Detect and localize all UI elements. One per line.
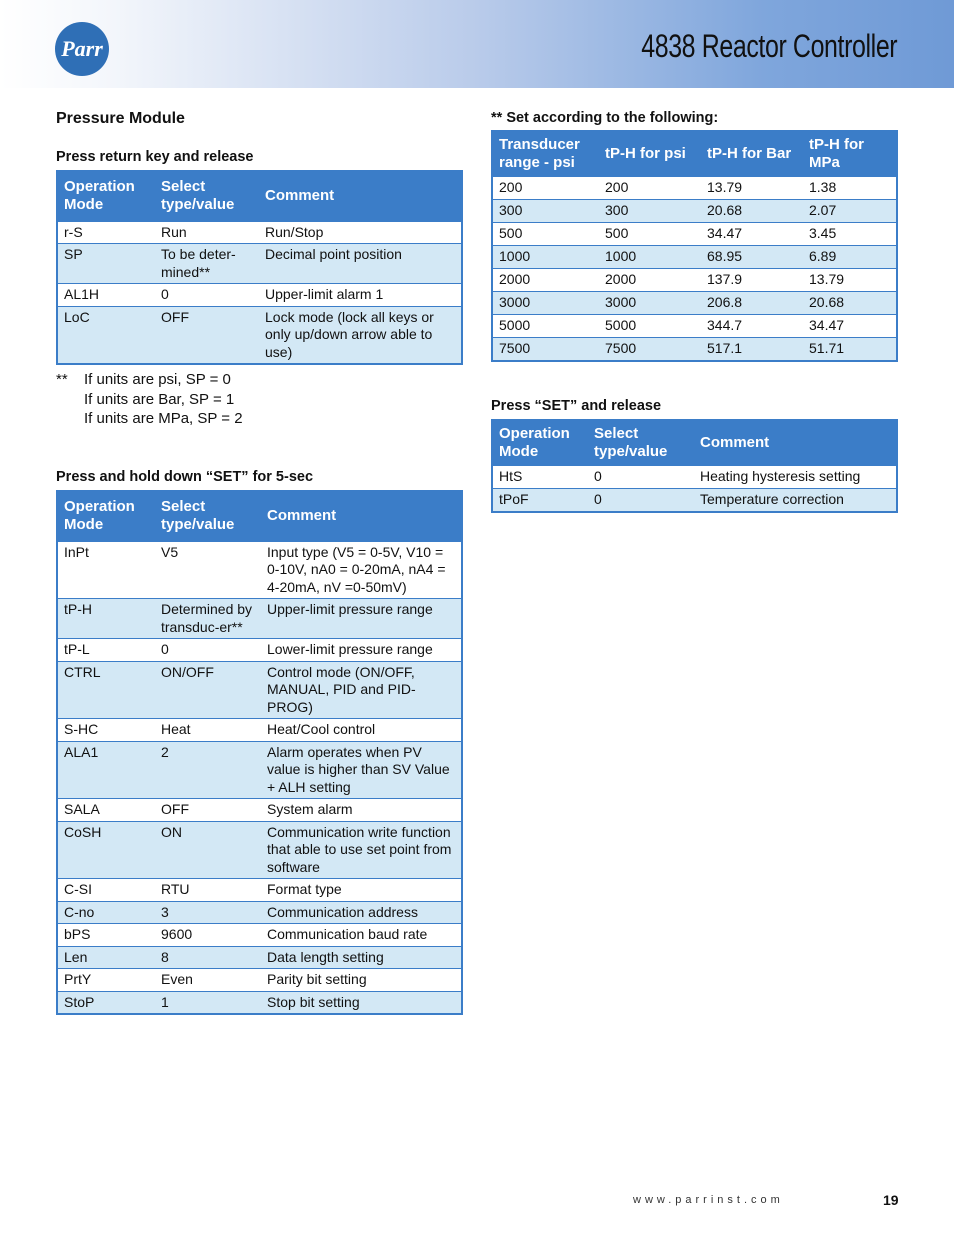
- table-cell: 517.1: [701, 338, 803, 361]
- table-row: [57, 799, 462, 822]
- table-cell: 300: [492, 200, 599, 223]
- table-cell: 13.79: [701, 177, 803, 200]
- table-cell: Decimal point position: [259, 244, 462, 284]
- table-row: [57, 821, 462, 879]
- note-line: If units are Bar, SP = 1: [84, 390, 235, 408]
- table-row: [57, 599, 462, 639]
- table-row: [57, 969, 462, 992]
- table-cell: Parity bit setting: [261, 969, 462, 992]
- table-row: [492, 200, 897, 223]
- table-cell: OFF: [155, 306, 259, 364]
- column-header: Transducer range - psi: [492, 131, 599, 177]
- table-cell: 206.8: [701, 292, 803, 315]
- table-cell: Lower-limit pressure range: [261, 639, 462, 662]
- table-cell: SALA: [57, 799, 155, 822]
- table-row: [57, 306, 462, 364]
- table-cell: Heat/Cool control: [261, 719, 462, 742]
- table-cell: Lock mode (lock all keys or only up/down arrow able to use): [259, 306, 462, 364]
- table-cell: 3: [155, 901, 261, 924]
- table-cell: C-SI: [57, 879, 155, 902]
- footer-url: www.parrinst.com: [633, 1194, 784, 1206]
- table-row: [492, 177, 897, 200]
- table-cell: Format type: [261, 879, 462, 902]
- table-cell: Upper-limit alarm 1: [259, 284, 462, 307]
- table-cell: 51.71: [803, 338, 897, 361]
- table-cell: 500: [492, 223, 599, 246]
- column-header: tP-H for Bar: [701, 131, 803, 177]
- document-title: 4838 Reactor Controller: [640, 28, 897, 64]
- table-cell: Run/Stop: [259, 221, 462, 244]
- table-cell: 20.68: [803, 292, 897, 315]
- transducer-table-heading: ** Set according to the following:: [491, 110, 719, 126]
- table-cell: S-HC: [57, 719, 155, 742]
- table-cell: V5: [155, 541, 261, 599]
- return-table-heading: Press return key and release: [56, 149, 254, 165]
- table-cell: 1000: [599, 246, 701, 269]
- table-cell: 13.79: [803, 269, 897, 292]
- table-cell: 34.47: [701, 223, 803, 246]
- table-cell: tP-H: [57, 599, 155, 639]
- column-header: Operation Mode: [57, 171, 155, 221]
- table-row: [57, 541, 462, 599]
- table-cell: Heating hysteresis setting: [694, 466, 897, 489]
- table-cell: tP-L: [57, 639, 155, 662]
- return-key-table: [56, 170, 463, 365]
- table-cell: 34.47: [803, 315, 897, 338]
- table-row: [492, 269, 897, 292]
- table-cell: 0: [588, 489, 694, 512]
- table-cell: ON: [155, 821, 261, 879]
- table-row: [492, 338, 897, 361]
- table-row: [57, 244, 462, 284]
- table-row: [57, 741, 462, 799]
- section-title: Pressure Module: [56, 110, 185, 127]
- press-set-table: [491, 419, 898, 513]
- table-cell: Len: [57, 946, 155, 969]
- table-row: [492, 246, 897, 269]
- table-cell: 3.45: [803, 223, 897, 246]
- table-cell: 9600: [155, 924, 261, 947]
- column-header: Comment: [694, 420, 897, 466]
- table-row: [57, 719, 462, 742]
- table-row: [57, 879, 462, 902]
- table-cell: ALA1: [57, 741, 155, 799]
- column-header: Operation Mode: [57, 491, 155, 541]
- table-cell: SP: [57, 244, 155, 284]
- table-cell: 1.38: [803, 177, 897, 200]
- table-cell: 5000: [492, 315, 599, 338]
- table-row: [57, 221, 462, 244]
- table-cell: 2000: [492, 269, 599, 292]
- table-row: [57, 284, 462, 307]
- parr-logo: [55, 22, 109, 76]
- table-cell: bPS: [57, 924, 155, 947]
- table-cell: Input type (V5 = 0-5V, V10 = 0-10V, nA0 = 0-20mA, nA4 = 4-20mA, nV =0-50mV): [261, 541, 462, 599]
- table-cell: System alarm: [261, 799, 462, 822]
- table-cell: 20.68: [701, 200, 803, 223]
- column-header: tP-H for MPa: [803, 131, 897, 177]
- logo-text: Parr: [61, 36, 103, 61]
- table-cell: Communication baud rate: [261, 924, 462, 947]
- table-cell: OFF: [155, 799, 261, 822]
- table-cell: CTRL: [57, 661, 155, 719]
- table-cell: 5000: [599, 315, 701, 338]
- table-cell: InPt: [57, 541, 155, 599]
- table-cell: PrtY: [57, 969, 155, 992]
- table-cell: LoC: [57, 306, 155, 364]
- table-cell: 300: [599, 200, 701, 223]
- table-cell: Run: [155, 221, 259, 244]
- table-cell: StoP: [57, 991, 155, 1014]
- table-cell: ON/OFF: [155, 661, 261, 719]
- hold-table-heading: Press and hold down “SET” for 5-sec: [56, 469, 314, 485]
- table-row: [492, 315, 897, 338]
- table-cell: 0: [155, 284, 259, 307]
- table-cell: 500: [599, 223, 701, 246]
- table-cell: Communication address: [261, 901, 462, 924]
- column-header: Operation Mode: [492, 420, 588, 466]
- column-header: Comment: [259, 171, 462, 221]
- table-cell: 0: [588, 466, 694, 489]
- note-line: If units are MPa, SP = 2: [84, 410, 243, 427]
- table-cell: HtS: [492, 466, 588, 489]
- column-header: Select type/value: [155, 491, 261, 541]
- table-cell: AL1H: [57, 284, 155, 307]
- hold-set-table: [56, 490, 463, 1015]
- table-cell: 344.7: [701, 315, 803, 338]
- note-line: If units are psi, SP = 0: [84, 371, 231, 388]
- table-row: [492, 292, 897, 315]
- table-row: [57, 639, 462, 662]
- table-cell: Upper-limit pressure range: [261, 599, 462, 639]
- table-cell: 200: [599, 177, 701, 200]
- table-cell: tPoF: [492, 489, 588, 512]
- column-header: Select type/value: [588, 420, 694, 466]
- table-cell: C-no: [57, 901, 155, 924]
- table-cell: 7500: [492, 338, 599, 361]
- table-cell: 1000: [492, 246, 599, 269]
- table-cell: Alarm operates when PV value is higher than SV Value + ALH setting: [261, 741, 462, 799]
- table-cell: 0: [155, 639, 261, 662]
- table-cell: r-S: [57, 221, 155, 244]
- table-cell: Even: [155, 969, 261, 992]
- table-row: [492, 466, 897, 489]
- table-cell: Determined by transduc-er**: [155, 599, 261, 639]
- table-cell: Control mode (ON/OFF, MANUAL, PID and PID-PROG): [261, 661, 462, 719]
- table-cell: 1: [155, 991, 261, 1014]
- table-row: [57, 946, 462, 969]
- table-cell: Temperature correction: [694, 489, 897, 512]
- table-cell: 8: [155, 946, 261, 969]
- note-marker: **: [56, 371, 68, 388]
- table-row: [492, 489, 897, 512]
- set-table-heading: Press “SET” and release: [491, 398, 662, 414]
- table-row: [57, 661, 462, 719]
- transducer-table: [491, 130, 898, 362]
- column-header: Comment: [261, 491, 462, 541]
- table-row: [492, 223, 897, 246]
- table-cell: 3000: [492, 292, 599, 315]
- table-cell: 137.9: [701, 269, 803, 292]
- table-cell: Stop bit setting: [261, 991, 462, 1014]
- table-cell: To be deter-mined**: [155, 244, 259, 284]
- table-cell: 200: [492, 177, 599, 200]
- table-cell: 3000: [599, 292, 701, 315]
- table-cell: Data length setting: [261, 946, 462, 969]
- column-header: tP-H for psi: [599, 131, 701, 177]
- units-note: [56, 370, 243, 429]
- table-cell: 2000: [599, 269, 701, 292]
- table-cell: 2.07: [803, 200, 897, 223]
- table-cell: 68.95: [701, 246, 803, 269]
- table-row: [57, 991, 462, 1014]
- table-cell: RTU: [155, 879, 261, 902]
- table-cell: Heat: [155, 719, 261, 742]
- table-row: [57, 924, 462, 947]
- page-number: 19: [883, 1192, 899, 1208]
- table-row: [57, 901, 462, 924]
- table-cell: 6.89: [803, 246, 897, 269]
- table-cell: 2: [155, 741, 261, 799]
- column-header: Select type/value: [155, 171, 259, 221]
- table-cell: CoSH: [57, 821, 155, 879]
- table-cell: Communication write function that able to use set point from software: [261, 821, 462, 879]
- table-cell: 7500: [599, 338, 701, 361]
